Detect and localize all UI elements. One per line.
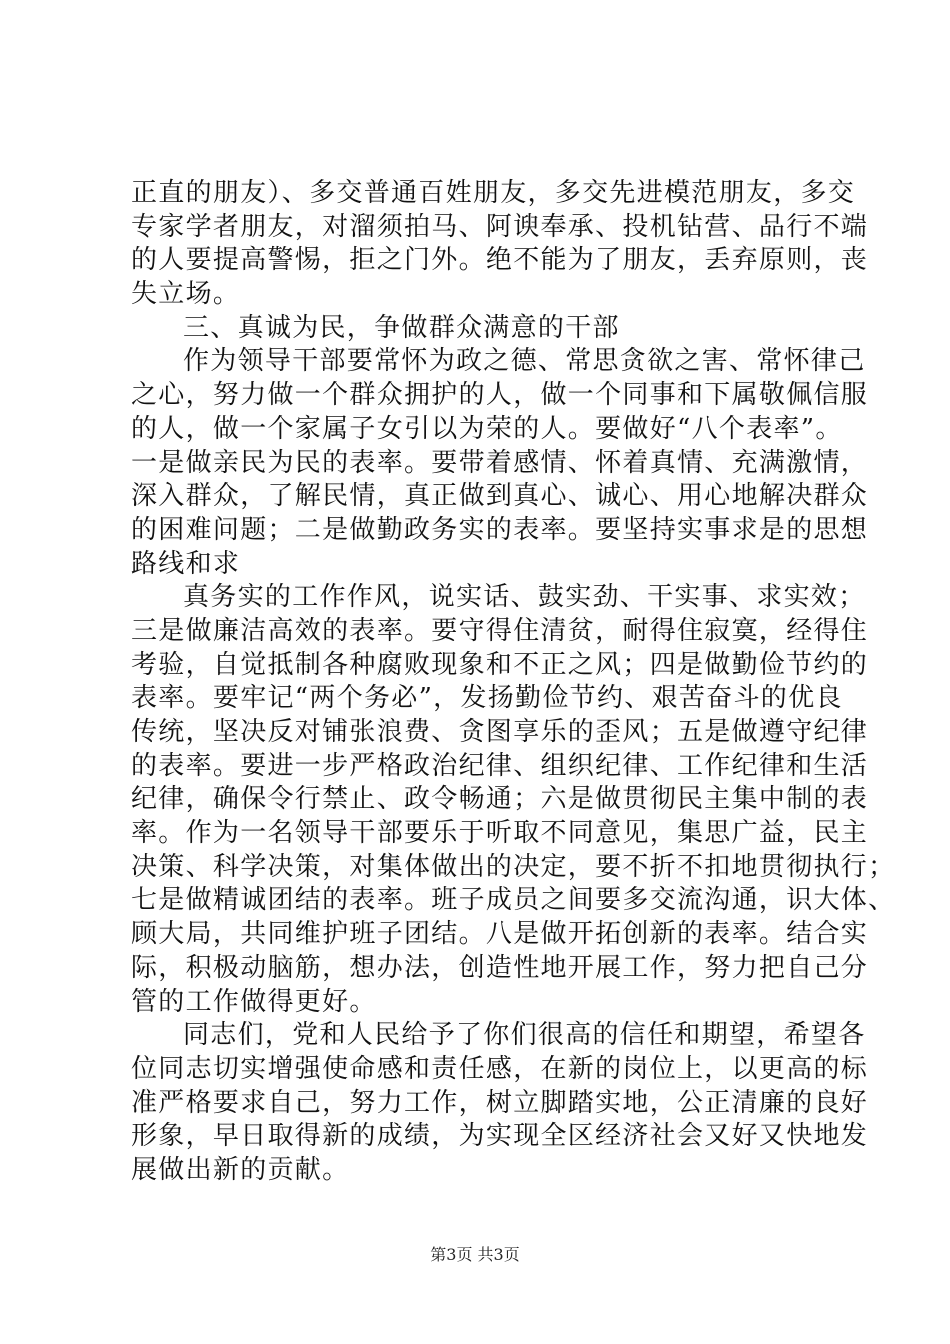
text-line: 真务实的工作作风，说实话、鼓实劲、干实事、求实效； bbox=[183, 582, 866, 613]
text-line: 际，积极动脑筋，想办法，创造性地开展工作，努力把自己分 bbox=[131, 952, 869, 983]
text-line: 的困难问题；二是做勤政务实的表率。要坚持实事求是的思想 bbox=[131, 514, 869, 545]
text-line: 失立场。 bbox=[131, 279, 241, 310]
text-line: 表率。要牢记“两个务必”，发扬勤俭节约、艰苦奋斗的优良 bbox=[131, 683, 843, 714]
text-line: 深入群众，了解民情，真正做到真心、诚心、用心地解决群众 bbox=[131, 481, 869, 512]
text-line: 路线和求 bbox=[131, 548, 241, 579]
text-line: 展做出新的贡献。 bbox=[131, 1154, 350, 1185]
text-line: 七是做精诚团结的表率。班子成员之间要多交流沟通，识大体、 bbox=[131, 885, 896, 916]
text-line: 的表率。要进一步严格政治纪律、组织纪律、工作纪律和生活 bbox=[131, 750, 869, 781]
text-line: 考验，自觉抵制各种腐败现象和不正之风；四是做勤俭节约的 bbox=[131, 649, 869, 680]
text-line: 管的工作做得更好。 bbox=[131, 986, 377, 1017]
text-line: 专家学者朋友，对溜须拍马、阿谀奉承、投机钻营、品行不端 bbox=[131, 211, 869, 242]
text-line: 作为领导干部要常怀为政之德、常思贪欲之害、常怀律己 bbox=[183, 346, 866, 377]
section-heading: 三、真诚为民，争做群众满意的干部 bbox=[183, 312, 620, 343]
text-line: 同志们，党和人民给予了你们很高的信任和期望，希望各 bbox=[183, 1020, 866, 1051]
text-line: 决策、科学决策，对集体做出的决定，要不折不扣地贯彻执行； bbox=[131, 851, 896, 882]
text-line: 之心，努力做一个群众拥护的人，做一个同事和下属敬佩信服 bbox=[131, 380, 869, 411]
text-line: 准严格要求自己，努力工作，树立脚踏实地，公正清廉的良好 bbox=[131, 1087, 869, 1118]
text-line: 三是做廉洁高效的表率。要守得住清贫，耐得住寂寞，经得住 bbox=[131, 615, 869, 646]
text-line: 正直的朋友）、多交普通百姓朋友，多交先进模范朋友，多交 bbox=[131, 178, 856, 208]
text-line: 传统，坚决反对铺张浪费、贪图享乐的歪风；五是做遵守纪律 bbox=[131, 717, 869, 747]
text-line: 纪律，确保令行禁止、政令畅通；六是做贯彻民主集中制的表 bbox=[131, 784, 869, 815]
document-body bbox=[131, 177, 896, 1188]
page-footer bbox=[0, 1245, 950, 1265]
text-line: 形象，早日取得新的成绩，为实现全区经济社会又好又快地发 bbox=[131, 1121, 869, 1152]
text-line: 一是做亲民为民的表率。要带着感情、怀着真情、充满激情， bbox=[131, 447, 869, 478]
page-number: 第3页 共3页 bbox=[430, 1245, 520, 1264]
text-line: 的人要提高警惕，拒之门外。绝不能为了朋友，丢弃原则，丧 bbox=[131, 245, 869, 276]
text-line: 顾大局，共同维护班子团结。八是做开拓创新的表率。结合实 bbox=[131, 919, 869, 950]
text-line: 的人，做一个家属子女引以为荣的人。要做好“八个表率”。 bbox=[131, 413, 843, 444]
text-line: 率。作为一名领导干部要乐于听取不同意见，集思广益，民主 bbox=[131, 818, 869, 849]
text-line: 位同志切实增强使命感和责任感，在新的岗位上，以更高的标 bbox=[131, 1053, 869, 1084]
